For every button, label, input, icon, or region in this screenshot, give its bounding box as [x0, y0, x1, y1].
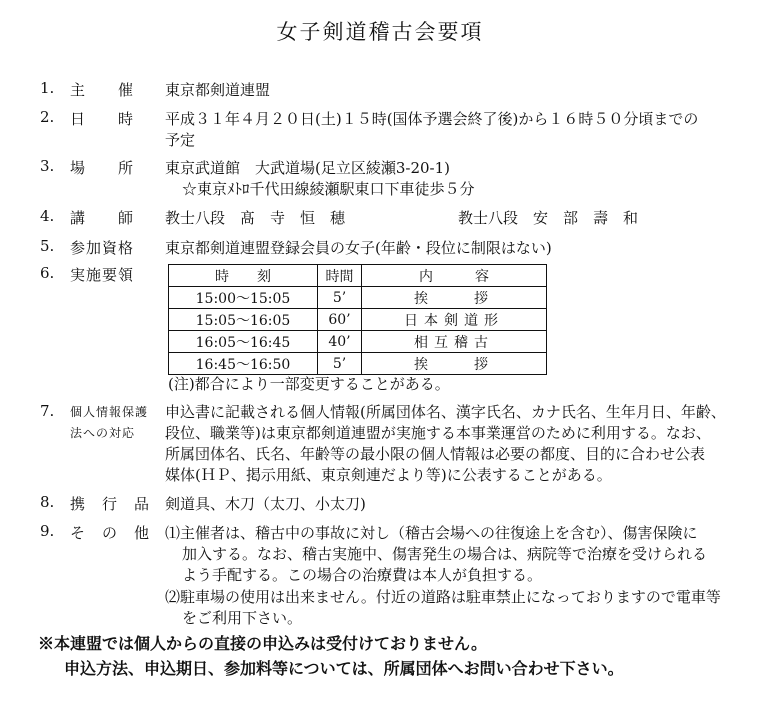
item-number: 3. — [40, 157, 55, 175]
place-value-line2: ☆東京ﾒﾄﾛ千代田線綾瀬駅東口下車徒歩５分 — [182, 180, 475, 198]
item-number: 9. — [40, 522, 55, 540]
item-number: 7. — [40, 402, 55, 420]
item-number: 2. — [40, 108, 55, 126]
instructor-name-2: 教士八段 安 部 壽 和 — [458, 209, 639, 227]
date-value-line2: 予定 — [165, 131, 196, 149]
time-cell: 15:00～15:05 — [169, 287, 318, 309]
content-cell: 挨 拶 — [362, 353, 547, 375]
date-value-line1: 平成３１年４月２０日(土)１５時(国体予選会終了後)から１６時５０分頃までの — [165, 110, 699, 128]
content-cell: 日本剣道形 — [362, 309, 547, 331]
table-row — [169, 309, 547, 331]
privacy-label-line2: 法への対応 — [70, 426, 136, 440]
item-number: 8. — [40, 493, 55, 511]
eligibility-value: 東京都剣道連盟登録会員の女子(年齢・段位に制限はない) — [165, 239, 552, 257]
duration-cell: 60’ — [318, 309, 362, 331]
host-value: 東京都剣道連盟 — [165, 81, 271, 99]
other-text-line: 加入する。なお、稽古実施中、傷害発生の場合は、病院等で治療を受けられる — [182, 545, 708, 563]
item-number: 1. — [40, 79, 55, 97]
belongings-label: 携 行 品 — [70, 495, 151, 513]
column-header-time: 時 刻 — [169, 265, 318, 287]
other-text-line: ⑴主催者は、稽古中の事故に対し（稽古会場への往復途上を含む）、傷害保険に — [165, 524, 698, 542]
schedule-label: 実施要領 — [70, 266, 135, 284]
privacy-text-line: 申込書に記載される個人情報(所属団体名、漢字氏名、カナ氏名、生年月日、年齢、 — [165, 403, 726, 421]
schedule-note: (注)都合により一部変更することがある。 — [168, 375, 450, 393]
table-row — [169, 331, 547, 353]
duration-cell: 5’ — [318, 353, 362, 375]
belongings-value: 剣道具、木刀（太刀、小太刀) — [165, 495, 366, 513]
table-row — [169, 353, 547, 375]
time-cell: 16:45～16:50 — [169, 353, 318, 375]
privacy-label-line1: 個人情報保護 — [70, 405, 149, 419]
time-cell: 15:05～16:05 — [169, 309, 318, 331]
other-text-line: をご利用下さい。 — [182, 609, 303, 627]
privacy-text-line: 所属団体名、氏名、年齢等の最小限の個人情報は必要の都度、目的に合わせ公表 — [165, 445, 706, 463]
instructor-label: 講 師 — [70, 209, 135, 227]
footer-notice-line1: ※本連盟では個人からの直接の申込みは受付けておりません。 — [38, 634, 487, 653]
content-cell: 挨 拶 — [362, 287, 547, 309]
duration-cell: 5’ — [318, 287, 362, 309]
time-cell: 16:05～16:45 — [169, 331, 318, 353]
duration-cell: 40’ — [318, 331, 362, 353]
place-label: 場 所 — [70, 159, 135, 177]
content-cell: 相互稽古 — [362, 331, 547, 353]
table-header-row — [169, 265, 547, 287]
table-row — [169, 287, 547, 309]
other-text-line: よう手配する。この場合の治療費は本人が負担する。 — [182, 566, 543, 584]
item-number: 6. — [40, 264, 55, 282]
host-label: 主 催 — [70, 81, 135, 99]
eligibility-label: 参加資格 — [70, 239, 135, 257]
privacy-text-line: 段位、職業等)は東京都剣道連盟が実施する本事業運営のために利用する。なお、 — [165, 424, 711, 442]
schedule-table — [168, 264, 547, 375]
date-label: 日 時 — [70, 110, 135, 128]
other-label: そ の 他 — [70, 524, 151, 542]
footer-notice-line2: 申込方法、申込期日、参加料等については、所属団体へお問い合わせ下さい。 — [64, 659, 624, 678]
place-value-line1: 東京武道館 大武道場(足立区綾瀬3-20-1) — [165, 159, 451, 177]
column-header-duration: 時間 — [318, 265, 362, 287]
item-number: 5. — [40, 237, 55, 255]
instructor-name-1: 教士八段 髙 寺 恒 穂 — [165, 209, 346, 227]
page-title: 女子剣道稽古会要項 — [276, 20, 484, 44]
column-header-content: 内 容 — [362, 265, 547, 287]
privacy-text-line: 媒体(ＨＰ、掲示用紙、東京剣連だより等)に公表することがある。 — [165, 466, 612, 484]
item-number: 4. — [40, 207, 55, 225]
other-text-line: ⑵駐車場の使用は出来ません。付近の道路は駐車禁止になっておりますので電車等 — [165, 588, 721, 606]
